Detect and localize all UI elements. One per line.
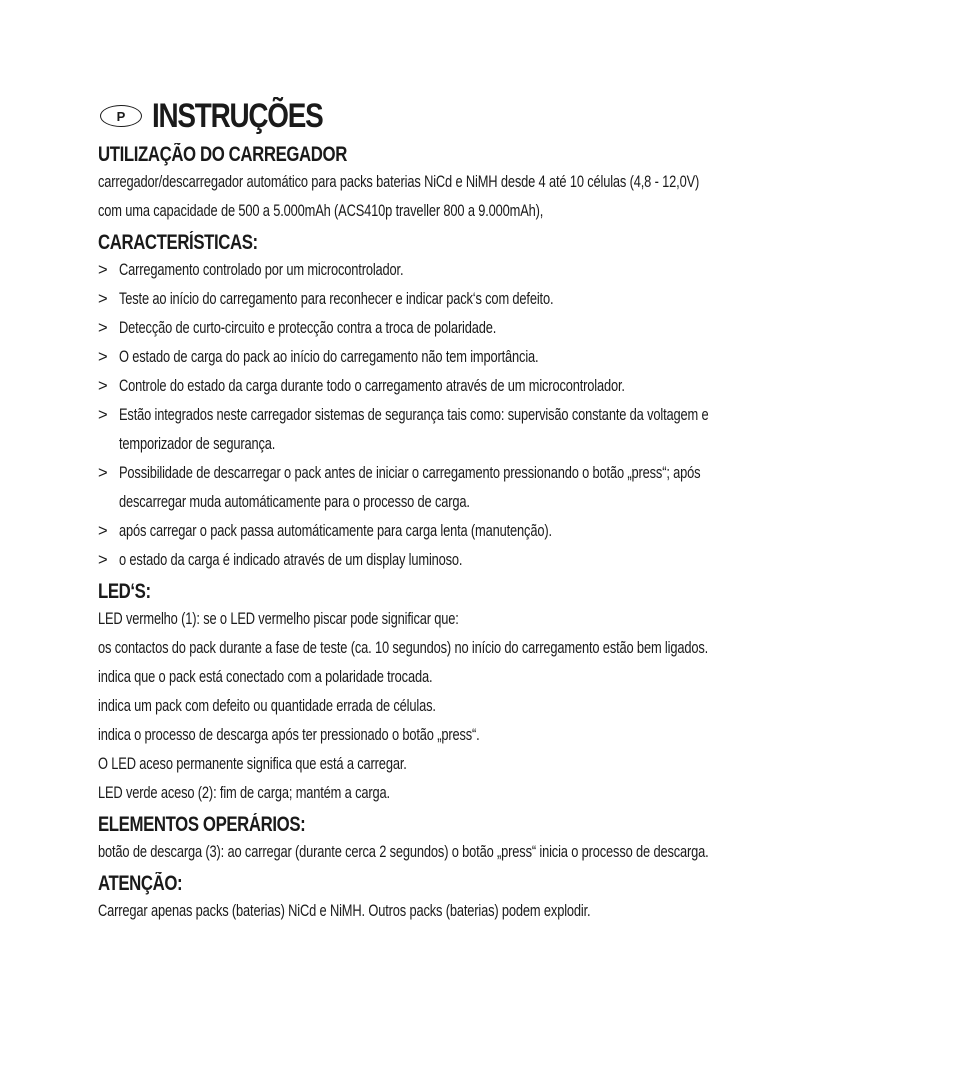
section-heading-leds: LED‘S:	[98, 580, 151, 603]
paragraph-line: Carregar apenas packs (baterias) NiCd e NiMH. Outros packs (baterias) podem explodir.	[98, 902, 591, 920]
list-item-text: Controle do estado da carga durante todo o carregamento através de um microcontrolador.	[119, 377, 625, 395]
paragraph-line: LED verde aceso (2): fim de carga; mantém a carga.	[98, 784, 390, 802]
list-item-text: Teste ao início do carregamento para reconhecer e indicar pack‘s com defeito.	[119, 290, 554, 308]
list-item	[98, 517, 858, 546]
paragraph-line: indica um pack com defeito ou quantidade errada de células.	[98, 697, 436, 715]
list-item-text: Detecção de curto-circuito e protecção contra a troca de polaridade.	[119, 319, 497, 337]
list-item	[98, 546, 858, 575]
list-item	[98, 343, 858, 372]
bullet-marker: >	[98, 377, 108, 395]
list-item	[98, 459, 858, 517]
list-item	[98, 314, 858, 343]
bullet-marker: >	[98, 522, 108, 540]
language-badge: P	[100, 105, 142, 127]
paragraph-line: LED vermelho (1): se o LED vermelho piscar pode significar que:	[98, 610, 459, 628]
section-caracteristicas	[98, 230, 858, 575]
bullet-marker: >	[98, 348, 108, 366]
section-heading-elementos: ELEMENTOS OPERÁRIOS:	[98, 813, 306, 836]
list-item	[98, 372, 858, 401]
bullet-marker: >	[98, 290, 108, 308]
section-leds	[98, 579, 858, 808]
page-title: INSTRUÇÕES	[152, 96, 323, 135]
list-item-text: após carregar o pack passa automáticamente para carga lenta (manutenção).	[119, 522, 552, 540]
bullet-marker: >	[98, 551, 108, 569]
paragraph-line: indica que o pack está conectado com a polaridade trocada.	[98, 668, 433, 686]
section-heading-utilizacao: UTILIZAÇÃO DO CARREGADOR	[98, 143, 347, 166]
section-atencao	[98, 871, 858, 926]
bullet-marker: >	[98, 464, 108, 482]
paragraph-line: os contactos do pack durante a fase de teste (ca. 10 segundos) no início do carregamento estão bem ligados.	[98, 639, 709, 657]
list-item-text: Possibilidade de descarregar o pack antes de iniciar o carregamento pressionando o botão „press“; após	[119, 464, 701, 482]
title-row	[100, 96, 858, 136]
paragraph-line: O LED aceso permanente significa que está a carregar.	[98, 755, 407, 773]
paragraph-line: botão de descarga (3): ao carregar (durante cerca 2 segundos) o botão „press“ inicia o processo de descarga.	[98, 843, 709, 861]
list-item-text: Carregamento controlado por um microcontrolador.	[119, 261, 404, 279]
section-heading-caracteristicas: CARACTERÍSTICAS:	[98, 231, 258, 254]
bullet-marker: >	[98, 261, 108, 279]
paragraph-line: indica o processo de descarga após ter pressionado o botão „press“.	[98, 726, 480, 744]
list-item-text: O estado de carga do pack ao início do carregamento não tem importância.	[119, 348, 539, 366]
section-heading-atencao: ATENÇÃO:	[98, 872, 183, 895]
list-item-text: Estão integrados neste carregador sistemas de segurança tais como: supervisão constante da voltagem e	[119, 406, 709, 424]
paragraph-line: com uma capacidade de 500 a 5.000mAh (ACS410p traveller 800 a 9.000mAh),	[98, 202, 544, 220]
section-utilizacao	[98, 142, 858, 226]
list-item-text: descarregar muda automáticamente para o processo de carga.	[119, 493, 470, 511]
list-item-text: o estado da carga é indicado através de um display luminoso.	[119, 551, 463, 569]
feature-list	[98, 256, 858, 575]
list-item	[98, 401, 858, 459]
list-item	[98, 285, 858, 314]
paragraph-line: carregador/descarregador automático para packs baterias NiCd e NiMH desde 4 até 10 células (4,8 - 12,0V)	[98, 173, 700, 191]
section-elementos	[98, 812, 858, 867]
list-item-text: temporizador de segurança.	[119, 435, 276, 453]
list-item	[98, 256, 858, 285]
bullet-marker: >	[98, 319, 108, 337]
document-page	[98, 96, 858, 926]
bullet-marker: >	[98, 406, 108, 424]
